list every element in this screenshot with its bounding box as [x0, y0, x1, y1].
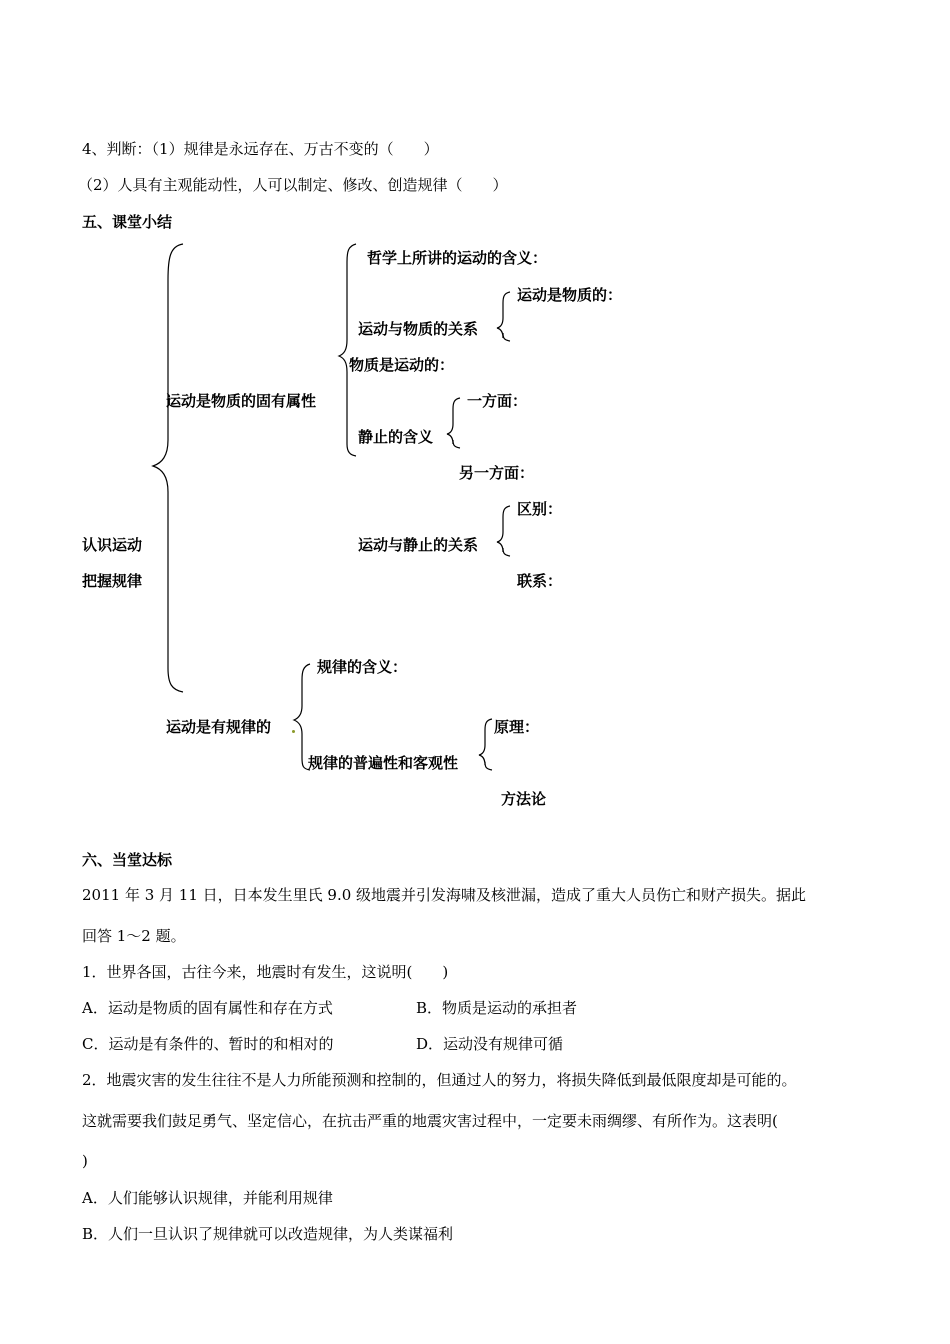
law-meaning: 规律的含义：: [317, 658, 408, 676]
intro-line2: 回答 1～2 题。: [82, 927, 186, 945]
section5-title: 五、课堂小结: [82, 213, 173, 231]
q1-option-b: B．物质是运动的承担者: [416, 999, 578, 1017]
q2-option-b: B．人们一旦认识了规律就可以改造规律，为人类谋福利: [82, 1225, 454, 1243]
question-2-line2: 这就需要我们鼓足勇气、坚定信心，在抗击严重的地震灾害过程中，一定要未雨绸缪、有所作为。这表明(: [82, 1112, 778, 1130]
motion-stillness-brace: [497, 506, 510, 556]
stray-mark: [292, 730, 295, 733]
principle-label: 原理：: [494, 718, 540, 736]
motion-matter-relation: 运动与物质的关系: [358, 320, 479, 338]
connection-label: 联系：: [517, 572, 563, 590]
motion-is-matter: 运动是物质的：: [517, 286, 623, 304]
difference-label: 区别：: [517, 500, 563, 518]
q4-line1: 4、判断：（1）规律是永远存在、万古不变的（ ）: [82, 140, 439, 158]
branch1-label: 运动是物质的固有属性: [166, 392, 317, 410]
matter-is-motion: 物质是运动的：: [349, 356, 455, 374]
stillness-meaning: 静止的含义: [358, 428, 434, 446]
branch1-brace: [339, 244, 356, 456]
section6-title: 六、当堂达标: [82, 851, 173, 869]
stillness-brace: [447, 398, 460, 448]
intro-line1: 2011 年 3 月 11 日，日本发生里氏 9.0 级地震并引发海啸及核泄漏，造成了重大人员伤亡和财产损失。据此: [82, 886, 807, 904]
motion-stillness-relation: 运动与静止的关系: [358, 536, 479, 554]
other-aspect: 另一方面：: [459, 464, 535, 482]
question-2-line1: 2．地震灾害的发生往往不是人力所能预测和控制的，但通过人的努力，将损失降低到最低限度却是可能的。: [82, 1071, 797, 1089]
summary-root-line2: 把握规律: [82, 572, 143, 590]
relation-brace: [497, 292, 510, 341]
q1-option-c: C．运动是有条件的、暂时的和相对的: [82, 1035, 334, 1053]
one-aspect: 一方面：: [467, 392, 528, 410]
summary-root-line1: 认识运动: [82, 536, 143, 554]
question-2-line3: ): [82, 1152, 88, 1170]
philosophy-meaning: 哲学上所讲的运动的含义：: [367, 249, 548, 267]
q1-option-a: A．运动是物质的固有属性和存在方式: [82, 999, 333, 1017]
branch2-label: 运动是有规律的: [166, 718, 272, 736]
law-universal: 规律的普遍性和客观性: [308, 754, 459, 772]
methodology-label: 方法论: [501, 790, 547, 808]
root-brace: [153, 244, 183, 692]
q4-line2: （2）人具有主观能动性，人可以制定、修改、创造规律（ ）: [78, 176, 508, 194]
question-1: 1．世界各国，古往今来，地震时有发生，这说明( ): [82, 963, 449, 981]
q1-option-d: D．运动没有规律可循: [416, 1035, 564, 1053]
law-brace: [479, 719, 492, 770]
q2-option-a: A．人们能够认识规律，并能利用规律: [82, 1189, 333, 1207]
